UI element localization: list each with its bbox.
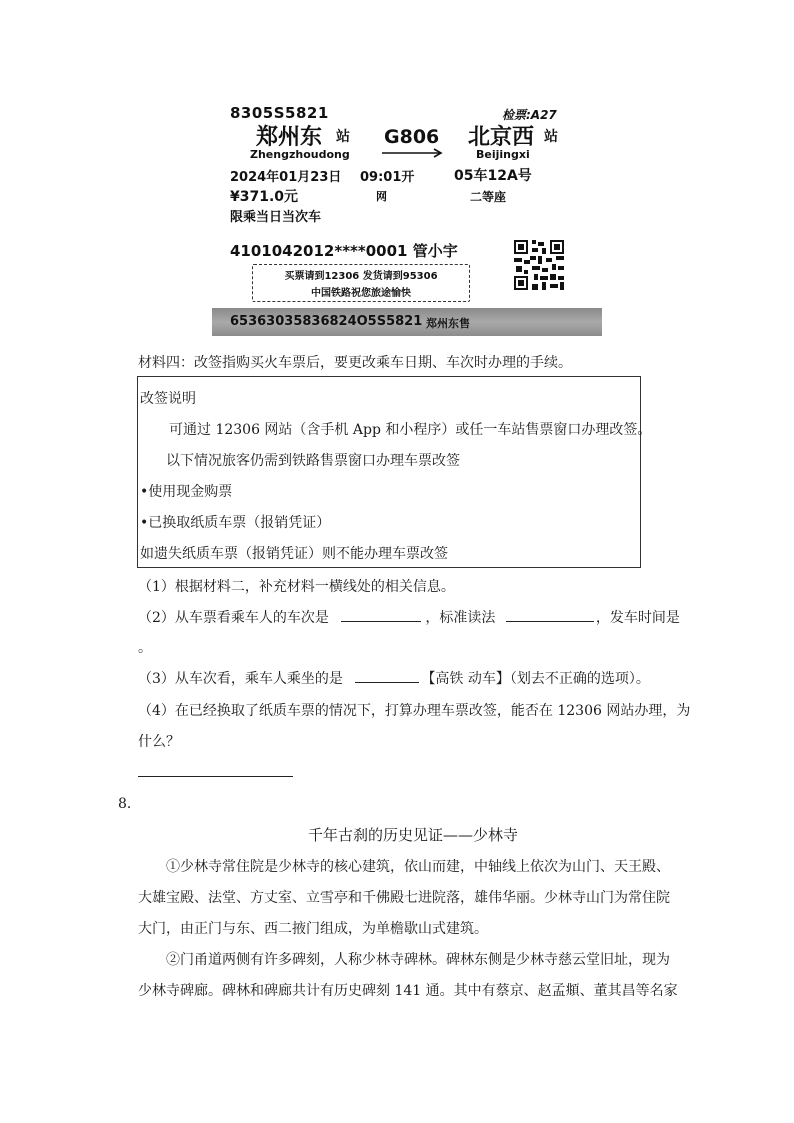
question-4-line-2: 什么？ — [138, 734, 180, 750]
answer-blank-reading[interactable] — [506, 607, 594, 622]
ticket-serial: 65363035836824O5S5821 — [230, 314, 423, 329]
question-3 — [138, 668, 650, 688]
question-3-text-a: （3）从车次看，乘车人乘坐的是 — [138, 671, 343, 687]
box-line-1: 可通过 12306 网站（含手机 App 和小程序）或任一车站售票窗口办理改签。 — [169, 422, 652, 438]
from-pinyin: Zhengzhoudong — [250, 148, 350, 161]
passenger-id: 4101042012****0001 管小宇 — [230, 242, 458, 260]
ride-limit: 限乘当日当次车 — [230, 210, 322, 225]
material-4: 材料四：改签指购买火车票后，要更改乘车日期、车次时办理的手续。 — [138, 355, 572, 371]
passage-p1-line-3: 大门，由正门与东、西二掖门组成，为单檐歇山式建筑。 — [138, 921, 488, 937]
answer-line-q4[interactable] — [138, 776, 293, 777]
to-station: 北京西 — [468, 125, 535, 150]
to-station-suffix: 站 — [544, 129, 558, 145]
ticket-notice-box — [252, 264, 470, 302]
to-pinyin: Beijingxi — [476, 148, 530, 161]
departure-time: 09:01开 — [360, 170, 415, 185]
passage-p1-line-1: ①少林寺常住院是少林寺的核心建筑，依山而建，中轴线上依次为山门、天王殿、 — [166, 859, 670, 875]
box-title: 改签说明 — [140, 391, 196, 407]
from-station: 郑州东 — [256, 125, 323, 150]
train-ticket — [212, 98, 602, 338]
answer-blank-train[interactable] — [341, 607, 421, 622]
question-number-8: 8． — [118, 796, 141, 812]
question-2-text-a: （2）从车票看乘车人的车次是 — [138, 610, 329, 626]
answer-blank-type[interactable] — [355, 668, 419, 683]
check-gate: 检票:A27 — [502, 108, 557, 122]
car-seat: 05车12A号 — [454, 168, 532, 184]
question-4-line-1: （4）在已经换取了纸质车票的情况下，打算办理车票改签，能否在 12306 网站办理，为 — [138, 703, 691, 719]
question-1: （1）根据材料二，补充材料一横线处的相关信息。 — [138, 579, 455, 595]
sale-station: 郑州东售 — [426, 317, 470, 330]
ticket-price: ¥371.0元 — [230, 189, 299, 205]
travel-date: 2024年01月23日 — [230, 170, 342, 185]
question-2-text-b: ，标准读法 — [425, 610, 496, 626]
from-station-suffix: 站 — [336, 129, 350, 145]
question-3-text-b: 【高铁 动车】（划去不正确的选项）。 — [421, 671, 650, 687]
box-line-2: 以下情况旅客仍需到铁路售票窗口办理车票改签 — [166, 453, 460, 469]
box-item-1: •使用现金购票 — [140, 484, 233, 500]
notice-line-2: 中国铁路祝您旅途愉快 — [311, 288, 411, 299]
passage-title: 千年古刹的历史见证——少林寺 — [308, 826, 519, 844]
ticket-bottom-strip — [212, 308, 602, 336]
passage-p1-line-2: 大雄宝殿、法堂、方丈室、立雪亭和千佛殿七进院落，雄伟华丽。少林寺山门为常住院 — [138, 890, 670, 906]
passage-p2-line-2: 少林寺碑廊。碑林和碑廊共计有历史碑刻 141 通。其中有蔡京、赵孟頫、董其昌等名家 — [138, 983, 678, 999]
box-line-3: 如遗失纸质车票（报销凭证）则不能办理车票改签 — [140, 546, 448, 562]
seat-class: 二等座 — [470, 190, 507, 204]
qr-code-icon — [514, 240, 564, 290]
question-2 — [138, 607, 680, 627]
question-2-text-c: ，发车时间是 — [595, 610, 680, 626]
question-2-end: 。 — [138, 640, 152, 656]
train-number: G806 — [384, 126, 440, 148]
ticket-code: 8305S5821 — [230, 104, 329, 122]
arrow-right-icon — [382, 148, 444, 158]
notice-line-1: 买票请到12306 发货请到95306 — [284, 271, 438, 282]
box-item-2: •已换取纸质车票（报销凭证） — [140, 515, 331, 531]
sale-channel: 网 — [376, 190, 387, 203]
passage-p2-line-1: ②门甬道两侧有许多碑刻，人称少林寺碑林。碑林东侧是少林寺慈云堂旧址，现为 — [166, 952, 670, 968]
rebooking-notice-box — [137, 376, 652, 568]
